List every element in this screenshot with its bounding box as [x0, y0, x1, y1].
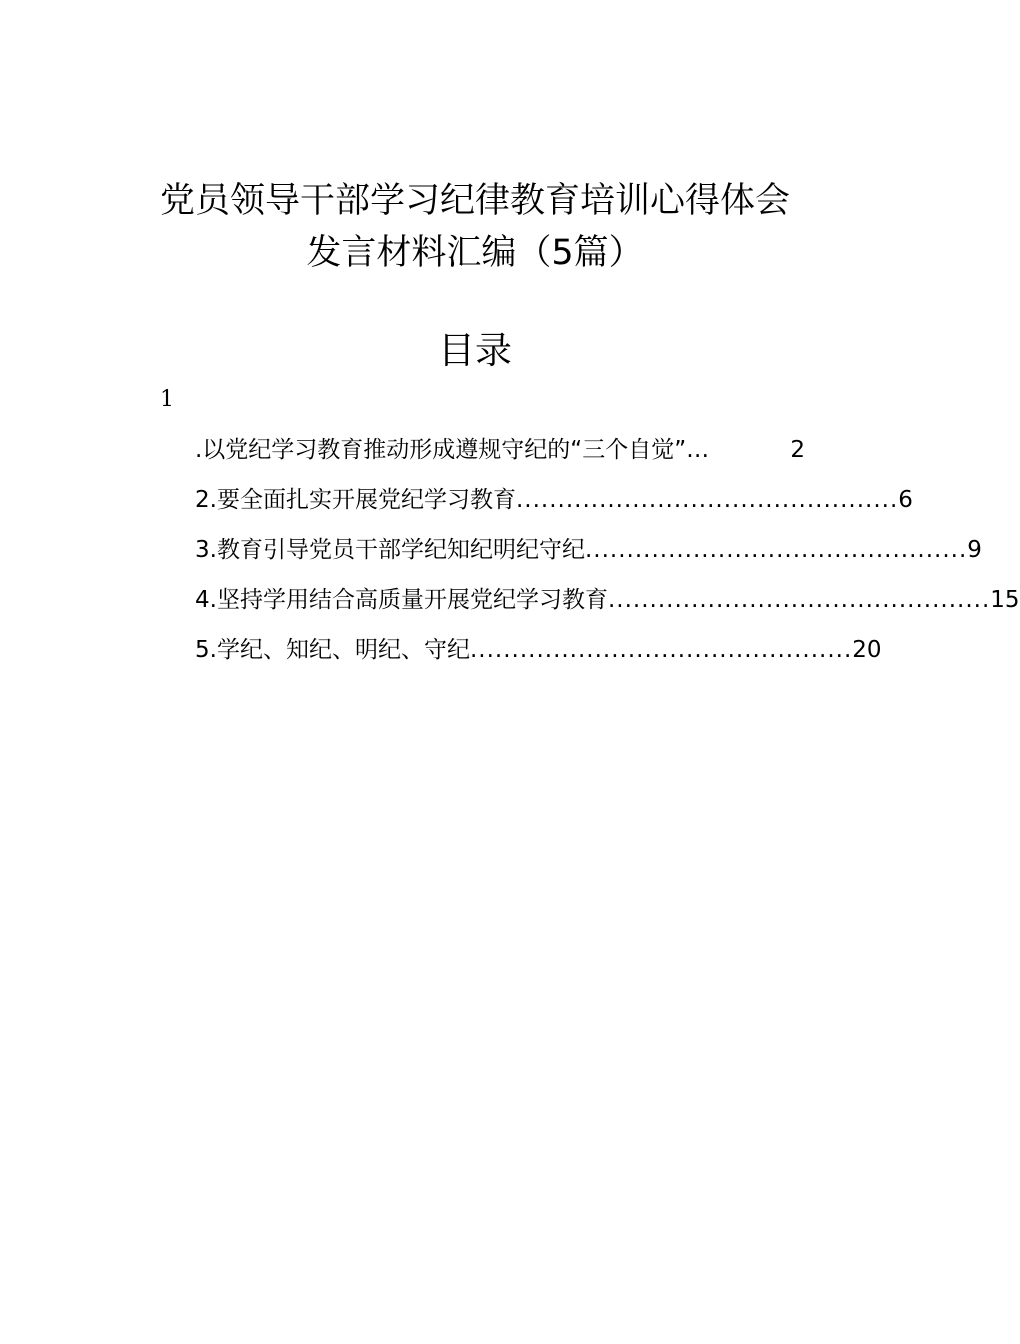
- toc-entry-4[interactable]: [195, 578, 1020, 628]
- toc-page-number: 6: [898, 487, 913, 513]
- toc-page-number: 9: [967, 537, 982, 563]
- toc-entry-2[interactable]: [195, 478, 913, 528]
- toc-entry-label: 3.教育引导党员干部学纪知纪明纪守纪: [195, 537, 585, 563]
- toc-leader-dots: ..............................................: [607, 587, 991, 613]
- toc-page-number: 2: [790, 437, 805, 463]
- toc-entry-label: .以党纪学习教育推动形成遵规守纪的“三个自觉”: [195, 437, 687, 463]
- document-title-line-1: 党员领导干部学习纪律教育培训心得体会: [159, 181, 790, 221]
- toc-entry-5[interactable]: [195, 628, 882, 678]
- toc-page-number: 15: [990, 587, 1020, 613]
- toc-leader-dots: ..............................................: [515, 487, 899, 513]
- toc-leader-dots: ..............................................: [584, 537, 968, 563]
- stray-number: 1: [160, 387, 174, 412]
- toc-leader-dots: ..............................................: [469, 637, 853, 663]
- toc-page-number: 20: [852, 637, 882, 663]
- document-title-line-2: 发言材料汇编（5篇）: [306, 233, 644, 273]
- toc-entry-label: 5.学纪、知纪、明纪、守纪: [195, 637, 470, 663]
- toc-entry-1[interactable]: [195, 428, 805, 478]
- table-of-contents: [195, 428, 1020, 678]
- toc-heading: 目录: [438, 329, 512, 372]
- toc-leader-dots: …: [686, 437, 711, 463]
- toc-entry-label: 4.坚持学用结合高质量开展党纪学习教育: [195, 587, 608, 613]
- toc-entry-label: 2.要全面扎实开展党纪学习教育: [195, 487, 516, 513]
- toc-entry-3[interactable]: [195, 528, 982, 578]
